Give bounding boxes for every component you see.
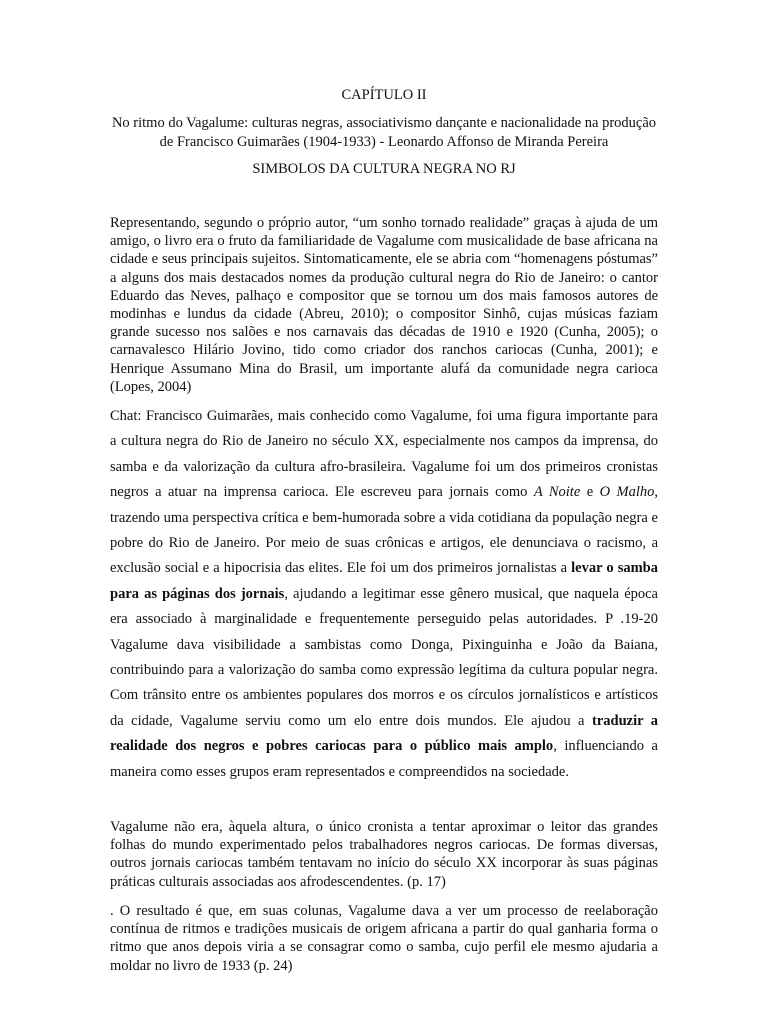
paragraph-1: Representando, segundo o próprio autor, “um sonho tornado realidade” graças à ajuda de um amigo, o livro era o fruto da familiaridade de Vagalume com musicalidade de base africana na cidade e seus principais sujeitos. Sintomaticamente, ele se abria com “homenagens póstumas” a alguns dos mais destacados nomes da produção cultural negra do Rio de Janeiro: o cantor Eduardo das Neves, palhaço e compositor que se tornou um dos mais famosos autores de modinhas e lundus da cidade (Abreu, 2010); o compositor Sinhô, cujas músicas faziam grande sucesso nos salões e nos carnavais das décadas de 1910 e 1920 (Cunha, 2005); o carnavalesco Hilário Jovino, tido como criador dos ranchos cariocas (Cunha, 2001); e Henrique Assumano Mina do Brasil, um importante alufá da comunidade negra carioca (Lopes, 2004) — [110, 215, 658, 395]
paragraph-2-text-d: , ajudando a legitimar esse gênero musical, que naquela época era associado à marginalidade e frequentemente perseguido pelas autoridades. P .19-20 Vagalume dava visibilidade a sambistas como Donga, Pixinguinha e João da Baiana, contribuindo para a valorização do samba como expressão legítima da cultura popular negra. Com trânsito entre os ambientes populares dos morros e os círculos jornalísticos e artísticos da cidade, Vagalume serviu como um elo entre dois mundos. Ele ajudou a — [110, 585, 658, 729]
section-title: SIMBOLOS DA CULTURA NEGRA NO RJ — [252, 161, 516, 177]
newspaper-title-o-malho: O Malho — [599, 484, 655, 501]
paragraph-3: Vagalume não era, àquela altura, o único cronista a tentar aproximar o leitor das grandes folhas do mundo experimentado pelos trabalhadores negros cariocas. De formas diversas, outros jornais cariocas também tentavam no início do século XX incorporar às suas páginas práticas culturais associadas aos afrodescendentes. (p. 17) — [110, 819, 658, 890]
newspaper-title-a-noite: A Noite — [533, 484, 581, 501]
paragraph-2-text-e: , influenciando a maneira como esses grupos eram representados e compreendidos na sociedade. — [110, 738, 658, 780]
chapter-title: CAPÍTULO II — [341, 87, 427, 103]
paragraph-2-text-a: Chat: Francisco Guimarães, mais conhecido como Vagalume, foi uma figura importante para a cultura negra do Rio de Janeiro no século XX, especialmente nos campos da imprensa, do samba e da valorização da cultura afro-brasileira. Vagalume foi um dos primeiros cronistas negros a atuar na imprensa carioca. Ele escreveu para jornais como — [110, 408, 658, 501]
paragraph-2-text-b: e — [580, 484, 600, 501]
paragraph-4: . O resultado é que, em suas colunas, Vagalume dava a ver um processo de reelaboração contínua de ritmos e tradições musicais de origem africana a partir do qual ganharia forma o ritmo que anos depois viria a se consagrar como o samba, cujo perfil ele mesmo ajudaria a moldar no livro de 1933 (p. 24) — [110, 903, 658, 974]
bold-phrase-1: levar o samba para as páginas dos jornais — [110, 560, 658, 602]
paragraph-2 — [110, 404, 658, 785]
bold-phrase-2: traduzir a realidade dos negros e pobres cariocas para o público mais amplo — [110, 712, 658, 755]
chapter-subtitle: No ritmo do Vagalume: culturas negras, associativismo dançante e nacionalidade na produção de Francisco Guimarães (1904-1933) - Leonardo Affonso de Miranda Pereira — [111, 115, 657, 150]
paragraph-2-text-c: , trazendo uma perspectiva crítica e bem-humorada sobre a vida cotidiana da população negra e pobre do Rio de Janeiro. Por meio de suas crônicas e artigos, ele denunciava o racismo, a exclusão social e a hipocrisia das elites. Ele foi um dos primeiros jornalistas a — [110, 484, 658, 577]
